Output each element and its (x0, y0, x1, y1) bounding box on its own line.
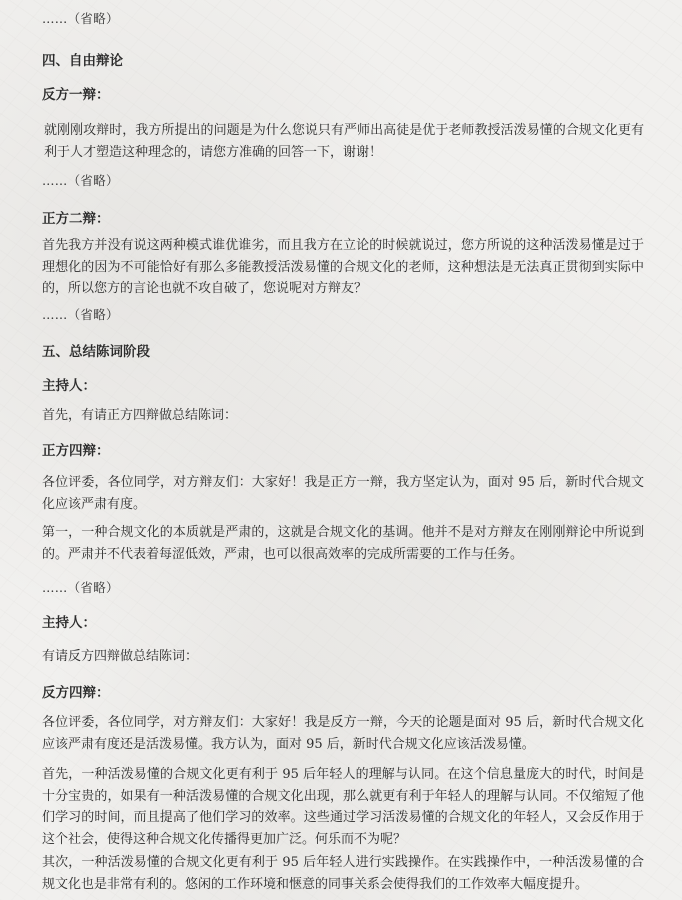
section-heading-closing: 五、总结陈词阶段 (42, 344, 150, 360)
speaker-label-pro2: 正方二辩： (42, 211, 110, 227)
speech-paragraph: 首先我方并没有说这两种模式谁优谁劣，而且我方在立论的时候就说过，您方所说的这种活泼易懂是过于理想化的因为不可能恰好有那么多能教授活泼易懂的合规文化的老师，这种想法是无法真正贯彻到实际中的，所以您方的言论也就不攻自破了，您说呢对方辩友？ (42, 238, 644, 296)
host-label: 主持人： (42, 378, 96, 394)
speaker-label-con1: 反方一辩： (42, 87, 110, 103)
speech-paragraph: 其次，一种活泼易懂的合规文化更有利于 95 后年轻人进行实践操作。在实践操作中，一种活泼易懂的合规文化也是非常有利的。悠闲的工作环境和惬意的同事关系会使得我们的工作效率大幅度提升。 (42, 855, 644, 892)
speech-paragraph: 首先，一种活泼易懂的合规文化更有利于 95 后年轻人的理解与认同。在这个信息量庞大的时代，时间是十分宝贵的，如果有一种活泼易懂的合规文化出现，那么就更有利于年轻人的理解与认同。不仅缩短了他们学习的时间，而且提高了他们学习的效率。这些通过学习活泼易懂的合规文化的年轻人，又会反作用于这个社会，使得这种合规文化传播得更加广泛。何乐而不为呢？ (42, 767, 644, 847)
host-text: 有请反方四辩做总结陈词： (42, 649, 199, 664)
omission-marker: ……（省略） (42, 11, 119, 26)
speech-paragraph: 各位评委，各位同学，对方辩友们：大家好！我是反方一辩，今天的论题是面对 95 后，新时代合规文化应该严肃有度还是活泼易懂。我方认为，面对 95 后，新时代合规文化应该活泼易懂。 (42, 715, 644, 752)
speech-paragraph: 第一，一种合规文化的本质就是严肃的，这就是合规文化的基调。他并不是对方辩友在刚刚辩论中所说到的。严肃并不代表着每涩低效，严肃，也可以很高效率的完成所需要的工作与任务。 (42, 525, 644, 562)
speech-paragraph: 就刚刚攻辩时，我方所提出的问题是为什么您说只有严师出高徒是优于老师教授活泼易懂的合规文化更有利于人才塑造这种理念的，请您方准确的回答一下，谢谢！ (44, 123, 644, 160)
host-text: 首先，有请正方四辩做总结陈词： (42, 408, 238, 423)
section-heading-free-debate: 四、自由辩论 (42, 53, 123, 69)
speaker-label-pro4: 正方四辩： (42, 443, 110, 459)
speaker-label-con4: 反方四辩： (42, 685, 110, 701)
omission-marker: ……（省略） (42, 307, 119, 322)
host-label: 主持人： (42, 615, 96, 631)
omission-marker: ……（省略） (42, 580, 119, 595)
omission-marker: ……（省略） (42, 173, 119, 188)
speech-paragraph: 各位评委，各位同学，对方辩友们：大家好！我是正方一辩，我方坚定认为，面对 95 后，新时代合规文化应该严肃有度。 (42, 475, 644, 512)
